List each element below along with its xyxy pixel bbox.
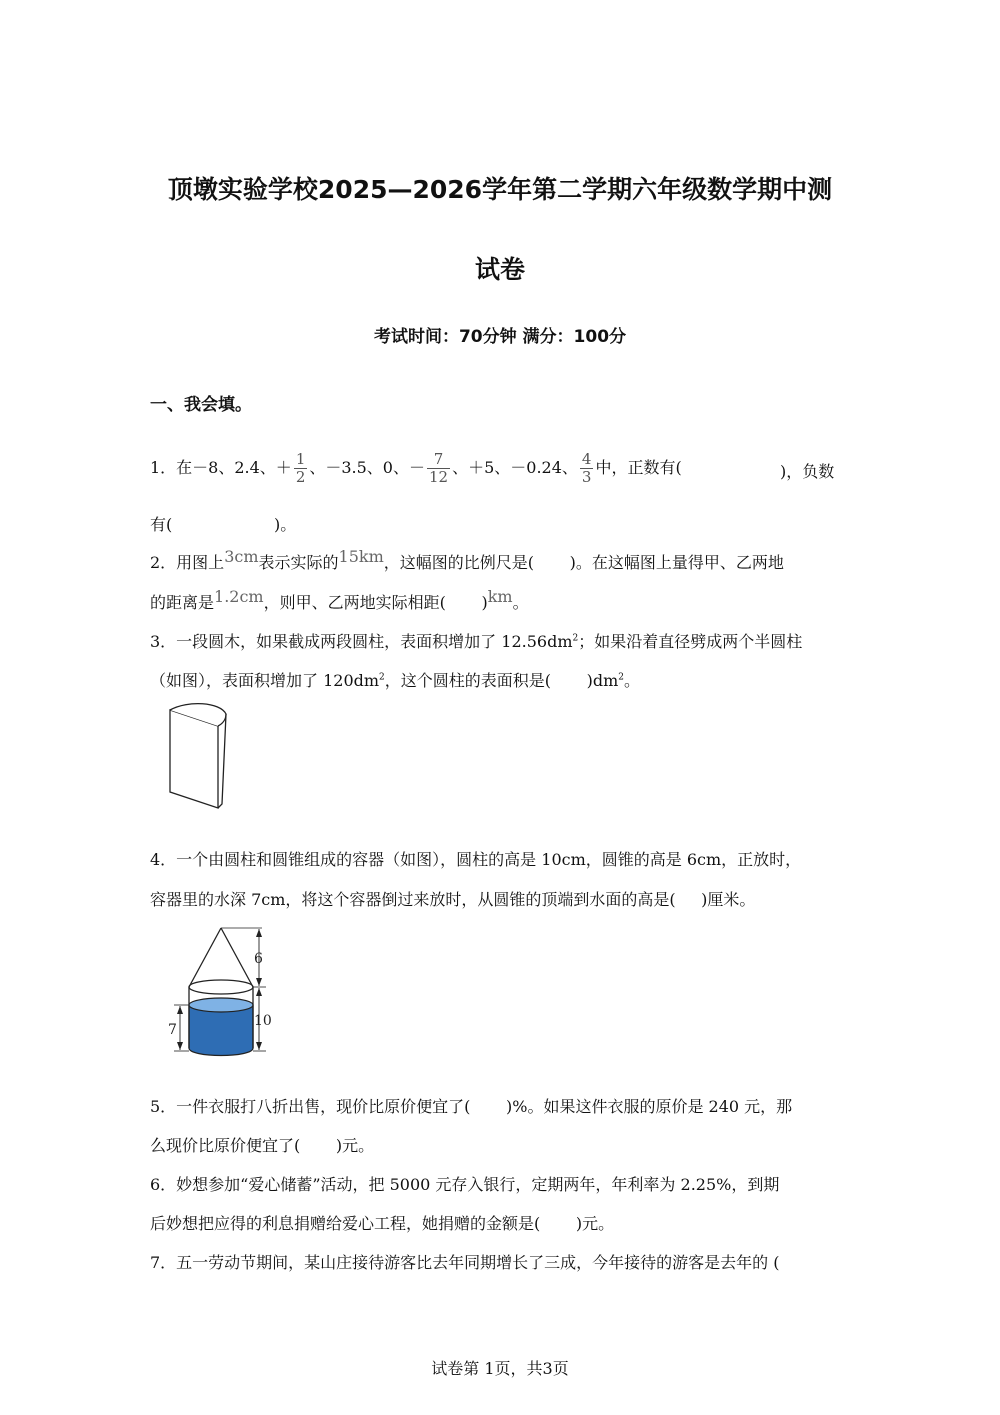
question-5-line2: 么现价比原价便宜了( )元。 [150, 1136, 375, 1155]
question-1-line1: 1．在－8、2.4、＋ $\frac{1}{2}$ 、－3.5、0、－ $\frac{7}{12}$ 、＋5、－0.24、 $\frac{4}{3}$ 中，正数有( [150, 450, 682, 486]
question-4-line2: 容器里的水深 7cm，将这个容器倒过来放时，从圆锥的顶端到水面的高是( )厘米。 [150, 890, 756, 909]
fraction-1-2: $\frac{1}{2}$ [295, 450, 306, 486]
label-cone-height: 6 [254, 951, 263, 967]
exam-info: 考试时间：70分钟 满分：100分 [373, 327, 627, 347]
cone-cylinder-container-figure [162, 925, 282, 1060]
question-1-line2: 有( )。 [150, 515, 297, 534]
unit-3cm: 3cm [224, 547, 259, 566]
half-cylinder-figure [160, 698, 240, 813]
question-2-line1: 2．用图上3cm表示实际的15km，这幅图的比例尺是( )。在这幅图上量得甲、乙两地 [150, 547, 784, 572]
question-7-line1: 7．五一劳动节期间，某山庄接待游客比去年同期增长了三成，今年接待的游客是去年的 ( [150, 1253, 780, 1272]
label-cylinder-height: 10 [254, 1013, 272, 1029]
fraction-7-12: $\frac{7}{12}$ [429, 450, 449, 486]
unit-1-2cm: 1.2cm [214, 587, 264, 606]
question-3-line1: 3．一段圆木，如果截成两段圆柱，表面积增加了 $12.56dm^2$；如果沿着直径劈成两个半圆柱 [150, 632, 803, 651]
question-4-line1: 4．一个由圆柱和圆锥组成的容器（如图），圆柱的高是 10cm，圆锥的高是 6cm，正放时， [150, 850, 802, 869]
label-water-depth: 7 [168, 1022, 177, 1038]
unit-km: km [487, 587, 513, 606]
page-title-line2: 试卷 [474, 255, 525, 284]
question-6-line2: 后妙想把应得的利息捐赠给爱心工程，她捐赠的金额是( )元。 [150, 1214, 615, 1233]
question-1-line1-end: )，负数 [780, 462, 835, 481]
section-heading: 一、我会填。 [150, 395, 252, 415]
question-5-line1: 5．一件衣服打八折出售，现价比原价便宜了( )%。如果这件衣服的原价是 240 元，那 [150, 1097, 793, 1116]
question-6-line1: 6．妙想参加“爱心储蓄”活动，把 5000 元存入银行，定期两年，年利率为 2.25%，到期 [150, 1175, 780, 1194]
question-2-line2: 的距离是1.2cm，则甲、乙两地实际相距( )km。 [150, 587, 529, 612]
page-footer: 试卷第 1页，共3页 [431, 1359, 569, 1378]
question-3-line2: （如图），表面积增加了 $120dm^2$，这个圆柱的表面积是( )$dm^2$。 [150, 671, 641, 690]
unit-15km: 15km [338, 547, 384, 566]
page-title-line1: 顶墩实验学校2025—2026学年第二学期六年级数学期中测 [167, 175, 833, 204]
fraction-4-3: $\frac{4}{3}$ [581, 450, 592, 486]
